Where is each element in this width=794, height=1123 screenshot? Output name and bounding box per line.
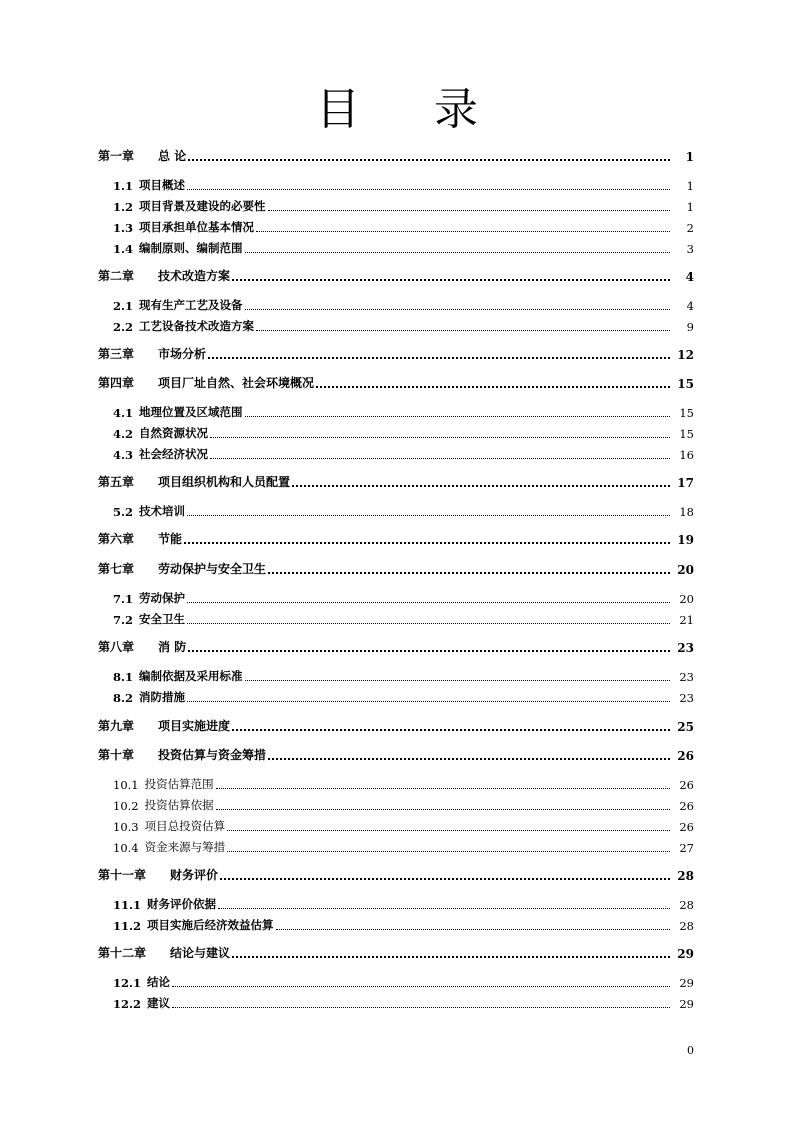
toc-section-entry[interactable] <box>113 177 694 193</box>
dot-leader <box>232 729 670 731</box>
toc-section-entry[interactable] <box>113 198 694 214</box>
toc-entry-page: 28 <box>677 869 694 883</box>
toc-entry-label: 项目厂址自然、社会环境概况 <box>158 376 315 390</box>
toc-entry-number: 12.2 <box>113 997 142 1011</box>
toc-entry-page: 1 <box>685 150 694 164</box>
toc-entry-label: 编制依据及采用标准 <box>139 669 243 683</box>
toc-entry-label: 节能 <box>158 532 183 546</box>
toc-entry-page: 2 <box>686 221 694 235</box>
toc-section-entry[interactable] <box>113 668 694 684</box>
toc-entry-number: 第九章 <box>98 719 135 733</box>
toc-section-entry[interactable] <box>113 917 694 933</box>
toc-title: 目 录 <box>316 84 508 135</box>
toc-entry-label: 项目背景及建设的必要性 <box>139 199 266 213</box>
toc-entry-page: 20 <box>679 592 694 606</box>
toc-entry-label: 编制原则、编制范围 <box>139 241 243 255</box>
toc-entry-page: 9 <box>686 320 694 334</box>
toc-chapter-entry[interactable] <box>98 561 694 577</box>
dot-leader <box>184 542 670 544</box>
toc-section-entry[interactable] <box>113 240 694 256</box>
toc-entry-number: 第一章 <box>98 149 135 163</box>
toc-entry-number: 4.3 <box>113 448 134 462</box>
toc-entry-page: 15 <box>679 427 694 441</box>
dot-leader <box>187 189 670 190</box>
toc-section-entry[interactable] <box>113 503 694 519</box>
dot-leader <box>232 956 670 958</box>
toc-entry-number: 第五章 <box>98 475 135 489</box>
toc-entry-number: 11.1 <box>113 898 142 912</box>
dot-leader <box>268 758 670 760</box>
toc-section-entry[interactable] <box>113 896 694 912</box>
toc-entry-label: 财务评价依据 <box>147 897 217 911</box>
toc-section-entry[interactable] <box>113 404 694 420</box>
toc-entry-number: 第二章 <box>98 269 135 283</box>
toc-entry-label: 安全卫生 <box>139 612 186 626</box>
toc-entry-label: 项目承担单位基本情况 <box>139 220 255 234</box>
toc-chapter-entry[interactable] <box>98 747 694 763</box>
toc-entry-page: 26 <box>677 749 694 763</box>
toc-entry-page: 26 <box>679 820 694 834</box>
dot-leader <box>208 357 670 359</box>
toc-entry-label: 劳动保护与安全卫生 <box>158 562 267 576</box>
toc-entry-page: 20 <box>677 563 694 577</box>
toc-entry-label: 现有生产工艺及设备 <box>139 298 243 312</box>
toc-entry-label: 技术改造方案 <box>158 269 231 283</box>
dot-leader <box>187 515 670 516</box>
dot-leader <box>172 1007 670 1008</box>
dot-leader <box>292 485 670 487</box>
toc-entry-number: 2.1 <box>113 299 134 313</box>
toc-entry-number: 第七章 <box>98 562 135 576</box>
toc-entry-label: 财务评价 <box>170 868 219 882</box>
toc-entry-page: 1 <box>686 200 694 214</box>
toc-chapter-entry[interactable] <box>98 531 694 547</box>
dot-leader <box>268 572 670 574</box>
dot-leader <box>227 851 670 852</box>
toc-entry-label: 资金来源与筹措 <box>144 840 226 854</box>
toc-chapter-entry[interactable] <box>98 639 694 655</box>
toc-entry-page: 28 <box>679 919 694 933</box>
toc-entry-page: 17 <box>677 476 694 490</box>
toc-entry-number: 1.4 <box>113 242 134 256</box>
toc-entry-label: 项目实施后经济效益估算 <box>147 918 274 932</box>
dot-leader <box>210 437 670 438</box>
toc-entry-page: 25 <box>677 720 694 734</box>
toc-chapter-entry[interactable] <box>98 474 694 490</box>
toc-entry-label: 消 防 <box>158 640 187 654</box>
toc-entry-page: 1 <box>686 179 694 193</box>
toc-entry-number: 1.2 <box>113 200 134 214</box>
toc-entry-label: 总 论 <box>158 149 187 163</box>
toc-section-entry[interactable] <box>113 446 694 462</box>
toc-section-entry[interactable] <box>113 297 694 313</box>
toc-entry-label: 建议 <box>147 996 171 1010</box>
toc-entry-number: 8.2 <box>113 691 134 705</box>
toc-entry-number: 10.3 <box>113 820 139 834</box>
toc-section-entry[interactable] <box>113 689 694 705</box>
toc-entry-page: 23 <box>679 691 694 705</box>
toc-entry-number: 12.1 <box>113 976 142 990</box>
dot-leader <box>245 252 670 253</box>
toc-entry-number: 7.2 <box>113 613 134 627</box>
dot-leader <box>256 330 670 331</box>
toc-entry-label: 项目总投资估算 <box>144 819 226 833</box>
toc-entry-label: 投资估算与资金筹措 <box>158 748 267 762</box>
toc-entry-page: 29 <box>677 947 694 961</box>
dot-leader <box>210 458 670 459</box>
toc-entry-page: 3 <box>686 242 694 256</box>
toc-chapter-entry[interactable] <box>98 945 694 961</box>
toc-entry-label: 投资估算依据 <box>144 798 214 812</box>
dot-leader <box>220 878 670 880</box>
toc-entry-label: 社会经济状况 <box>139 447 209 461</box>
toc-entry-label: 地理位置及区域范围 <box>139 405 243 419</box>
dot-leader <box>172 986 670 987</box>
toc-entry-number: 第三章 <box>98 347 135 361</box>
dot-leader <box>245 416 670 417</box>
toc-chapter-entry[interactable] <box>98 867 694 883</box>
toc-entry-page: 28 <box>679 898 694 912</box>
toc-entry-number: 10.1 <box>113 778 139 792</box>
dot-leader <box>232 279 670 281</box>
toc-section-entry[interactable] <box>113 425 694 441</box>
toc-section-entry[interactable] <box>113 818 694 834</box>
toc-section-entry[interactable] <box>113 974 694 990</box>
dot-leader <box>256 231 670 232</box>
toc-entry-label: 项目组织机构和人员配置 <box>158 475 291 489</box>
toc-section-entry[interactable] <box>113 995 694 1011</box>
dot-leader <box>187 602 670 603</box>
toc-entry-page: 19 <box>677 533 694 547</box>
dot-leader <box>227 830 670 831</box>
dot-leader <box>187 623 670 624</box>
toc-entry-page: 29 <box>679 997 694 1011</box>
toc-entry-number: 11.2 <box>113 919 142 933</box>
toc-entry-page: 21 <box>679 613 694 627</box>
toc-entry-page: 26 <box>679 799 694 813</box>
toc-entry-page: 23 <box>679 670 694 684</box>
toc-section-entry[interactable] <box>113 611 694 627</box>
toc-entry-number: 第八章 <box>98 640 135 654</box>
toc-section-entry[interactable] <box>113 590 694 606</box>
toc-entry-page: 23 <box>677 641 694 655</box>
toc-entry-number: 第六章 <box>98 532 135 546</box>
toc-entry-label: 项目实施进度 <box>158 719 231 733</box>
toc-section-entry[interactable] <box>113 797 694 813</box>
toc-entry-number: 10.2 <box>113 799 139 813</box>
dot-leader <box>218 908 670 909</box>
dot-leader <box>188 650 670 652</box>
toc-entry-page: 27 <box>679 841 694 855</box>
toc-entry-page: 4 <box>685 270 694 284</box>
toc-chapter-entry[interactable] <box>98 148 694 164</box>
toc-section-entry[interactable] <box>113 318 694 334</box>
toc-entry-number: 8.1 <box>113 670 134 684</box>
toc-entry-page: 12 <box>677 348 694 362</box>
toc-section-entry[interactable] <box>113 776 694 792</box>
toc-entry-label: 投资估算范围 <box>144 777 214 791</box>
toc-entry-page: 4 <box>686 299 694 313</box>
dot-leader <box>216 788 670 789</box>
toc-entry-number: 10.4 <box>113 841 139 855</box>
toc-entry-page: 29 <box>679 976 694 990</box>
toc-entry-number: 5.2 <box>113 505 134 519</box>
dot-leader <box>316 386 670 388</box>
toc-entry-number: 第十二章 <box>98 946 147 960</box>
toc-entry-page: 16 <box>679 448 694 462</box>
page-number: 0 <box>687 1044 694 1057</box>
toc-entry-label: 结论 <box>147 975 171 989</box>
toc-chapter-entry[interactable] <box>98 346 694 362</box>
toc-entry-page: 18 <box>679 505 694 519</box>
toc-entry-number: 4.2 <box>113 427 134 441</box>
toc-chapter-entry[interactable] <box>98 375 694 391</box>
toc-entry-label: 自然资源状况 <box>139 426 209 440</box>
toc-chapter-entry[interactable] <box>98 718 694 734</box>
toc-entry-page: 15 <box>679 406 694 420</box>
dot-leader <box>187 701 670 702</box>
toc-chapter-entry[interactable] <box>98 268 694 284</box>
dot-leader <box>245 309 670 310</box>
dot-leader <box>268 210 670 211</box>
dot-leader <box>245 680 670 681</box>
toc-entry-number: 7.1 <box>113 592 134 606</box>
toc-section-entry[interactable] <box>113 219 694 235</box>
toc-entry-page: 15 <box>677 377 694 391</box>
toc-entry-label: 市场分析 <box>158 347 207 361</box>
toc-section-entry[interactable] <box>113 839 694 855</box>
toc-entry-label: 消防措施 <box>139 690 186 704</box>
toc-entry-label: 项目概述 <box>139 178 186 192</box>
toc-entry-number: 4.1 <box>113 406 134 420</box>
toc-entry-label: 结论与建议 <box>170 946 231 960</box>
toc-entry-label: 技术培训 <box>139 504 186 518</box>
dot-leader <box>216 809 670 810</box>
toc-entry-number: 2.2 <box>113 320 134 334</box>
toc-entry-number: 1.3 <box>113 221 134 235</box>
dot-leader <box>276 929 670 930</box>
toc-entry-label: 劳动保护 <box>139 591 186 605</box>
toc-entry-number: 第十一章 <box>98 868 147 882</box>
dot-leader <box>188 159 670 161</box>
toc-entry-number: 第十章 <box>98 748 135 762</box>
toc-entry-number: 1.1 <box>113 179 134 193</box>
toc-entry-number: 第四章 <box>98 376 135 390</box>
toc-entry-label: 工艺设备技术改造方案 <box>139 319 255 333</box>
toc-entry-page: 26 <box>679 778 694 792</box>
